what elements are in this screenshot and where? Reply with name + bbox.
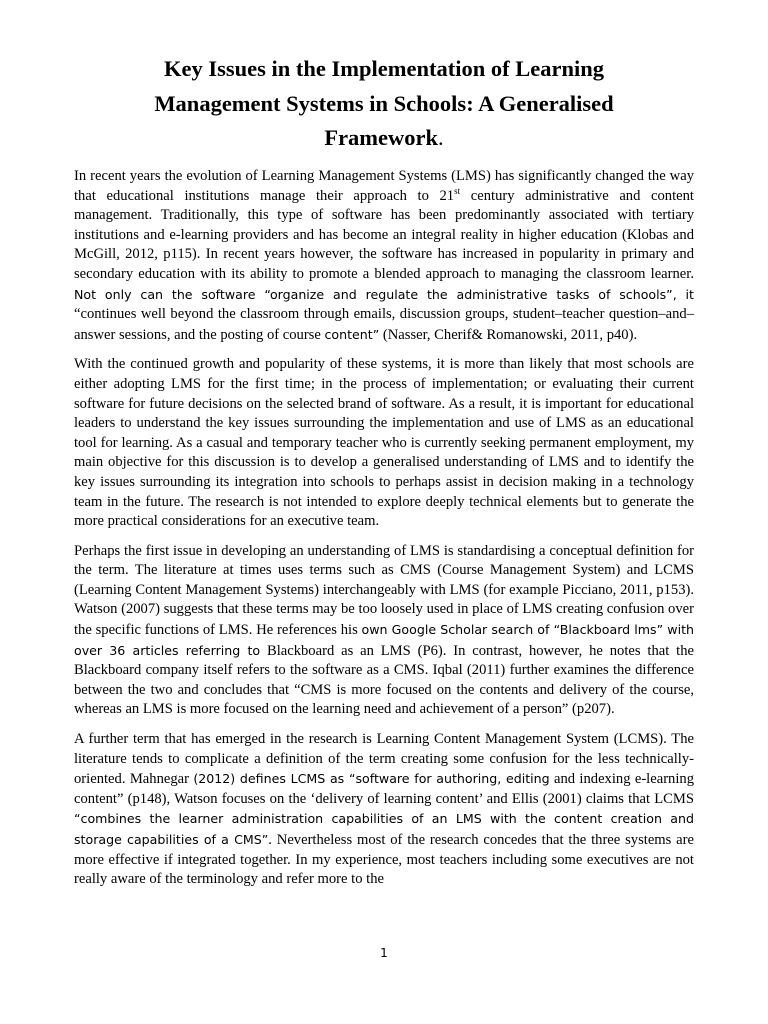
title-line-2: Management Systems in Schools: A Generalised: [154, 90, 614, 116]
paragraph-4-text-a: A further term that has emerged in the research is Learning Content Management System (LCMS). The literature tends to complicate a definition of the term creating some confusion for the less technically-oriented. Mahnegar: [74, 731, 694, 788]
paragraph-3-text-c: Blackboard as an LMS (P6). In contrast, however, he notes that the Blackboard company itself refers to the software as a CMS. Iqbal (2011) further examines the difference between the two and concludes that “CMS is more focused on the contents and delivery of the course, whereas an LMS is more focused on the learning need and achievement of a person” (p207).: [74, 642, 694, 718]
paragraph-2: With the continued growth and popularity of these systems, it is more than likely that most schools are either adopting LMS for the first time; in the process of implementation; or evaluating their current software for future decisions on the selected brand of software. As a result, it is important for educational leaders to understand the key issues surrounding the implementation and use of LMS as an educational tool for learning. As a casual and temporary teacher who is currently seeking permanent employment, my main objective for this discussion is to develop a generalised understanding of LMS and to identify the key issues surrounding its integration into schools to perhaps assist in decision making in a technology team in the future. The research is not intended to explore deeply technical elements but to generate the more practical considerations for an executive team.: [74, 356, 694, 530]
paragraph-4-text-e: . Nevertheless most of the research concedes that the three systems are more effective if integrated together. In my experience, most teachers including some executives are not really aware of the terminology and refer more to the: [74, 832, 694, 888]
paragraph-3-text-a: Perhaps the first issue in developing an understanding of LMS is standardising a conceptual definition for the term. The literature at times uses terms such as CMS (Course Management System) and LCMS (Learning Content Management Systems) interchangeably with LMS (for example Picciano, 2011, p153). Watson (2007) suggests that these terms may be too loosely used in place of LMS creating confusion over the specific functions of LMS. He references his: [74, 542, 694, 639]
paragraph-1-text-b: century administrative and content management. Traditionally, this type of software has been predominantly associated with tertiary institutions and e-learning providers and has become an integral reality in higher education (Klobas and McGill, 2012, p115). In recent years however, the software has increased in popularity in primary and secondary education with its ability to promote a blended approach to managing the classroom learner.: [74, 187, 694, 282]
paragraph-1-text-a: In recent years the evolution of Learning Management Systems (LMS) has significantly changed the way that educational institutions manage their approach to 21: [74, 168, 694, 204]
title-tail: .: [438, 125, 444, 150]
page-number: 1: [380, 946, 388, 960]
paragraph-1-text-d: “continues well beyond the classroom through emails, discussion groups, student–teacher question–and–answer sessions, and the posting of course: [74, 306, 694, 343]
paragraph-4-text-c: and indexing e-learning content” (p148), Watson focuses on the ‘delivery of learning content’ and Ellis (2001) claims that LCMS: [74, 771, 694, 807]
title-line-3: Framework: [324, 125, 439, 150]
paragraph-1-quote-a: Not only can the software “organize and regulate the administrative tasks of schools”, it: [74, 286, 694, 302]
ordinal-superscript: st: [454, 185, 461, 196]
paragraph-4-quote-d: “combines the learner administration capabilities of an LMS with the content creation and storage capabilities of a CMS”: [74, 811, 694, 847]
paragraph-1: [74, 167, 694, 345]
document-body: [74, 167, 694, 900]
paragraph-4-quote-b: (2012) defines LCMS as “software for authoring, editing: [193, 771, 550, 787]
paragraph-4: [74, 730, 694, 890]
title-line-1: Key Issues in the Implementation of Learning: [163, 56, 604, 81]
paragraph-1-quote-e: content”: [324, 326, 380, 342]
paragraph-1-citation: (Nasser, Cherif& Romanowski, 2011, p40).: [379, 326, 638, 343]
paragraph-3-quote-b: own Google Scholar search of “Blackboard lms” with over 36 articles referring to: [74, 622, 694, 658]
document-title: [74, 52, 694, 156]
paragraph-3: [74, 542, 694, 720]
